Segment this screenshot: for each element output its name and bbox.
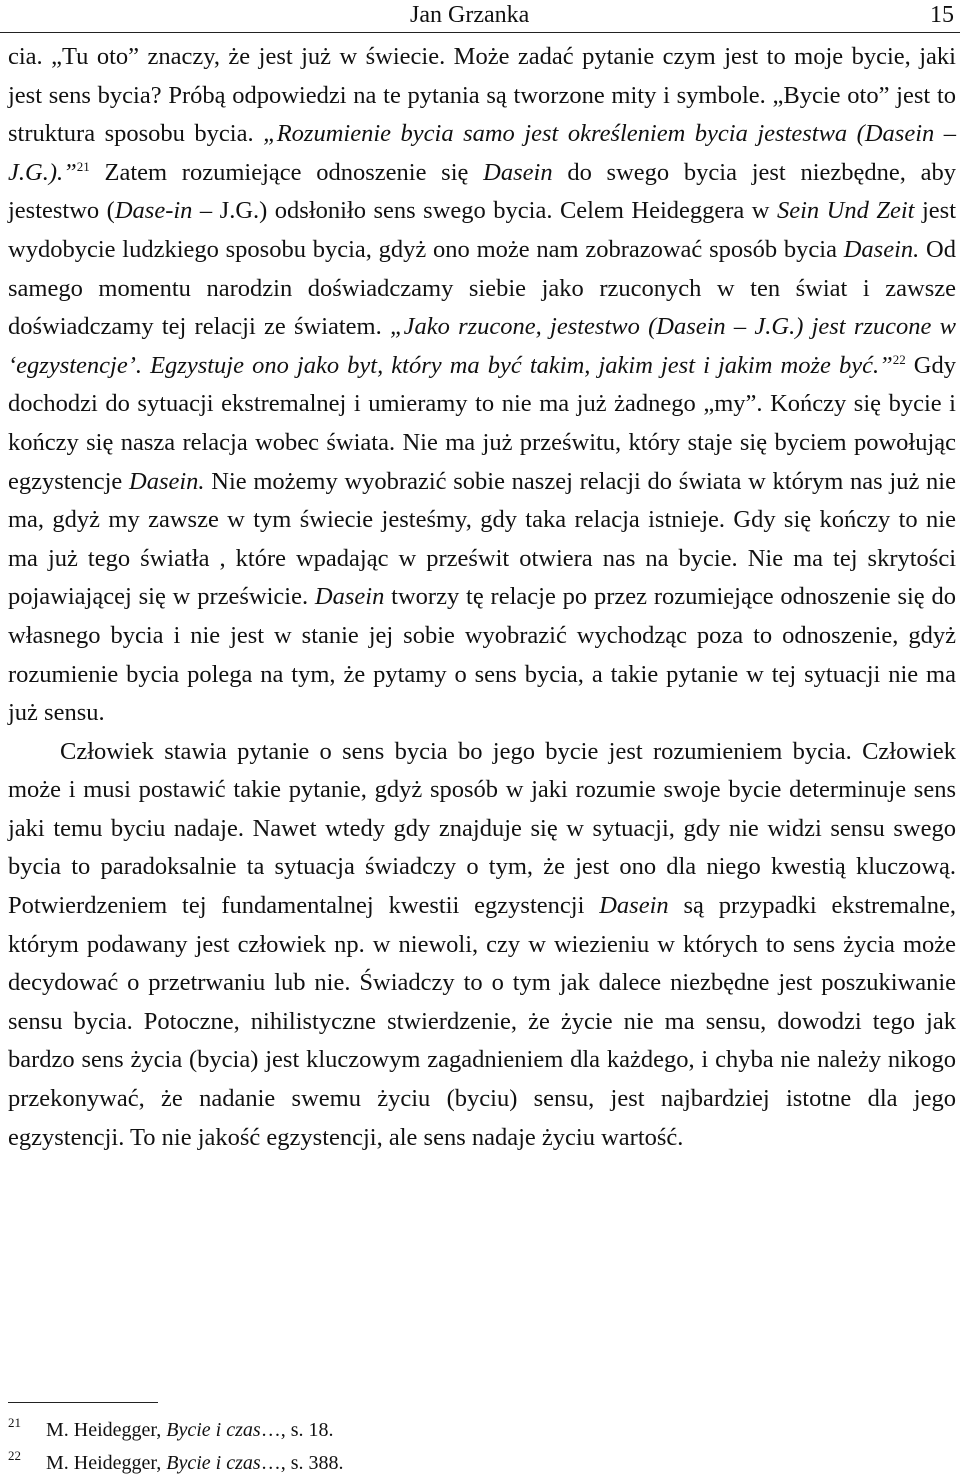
italic-span: „Rozumienie bycia samo jest określeniem bycia jestestwa (Dasein – J.G.).” [8,120,956,186]
italic-span: Dasein. [129,467,205,495]
footnote-number: 21 [8,1415,21,1430]
italic-span: Bycie i czas [166,1419,261,1441]
italic-span: Dasein [599,892,669,920]
text-span: Od samego momentu narodzin doświadczamy siebie jako rzuconych w ten świat i zawsze doświadczamy tej relacji ze światem. [8,235,956,341]
text-span: M. Heidegger, [46,1419,167,1441]
running-head-author: Jan Grzanka [410,2,530,28]
paragraph [8,38,956,733]
italic-span: Dasein [483,158,553,186]
text-span: …, s. 18. [260,1419,334,1441]
text-span: M. Heidegger, [46,1452,167,1474]
text-span: Gdy dochodzi do sytuacji ekstremalnej i umieramy to nie ma już żadnego „my”. Kończy się bycie i kończy się nasza relacja wobec świata. Nie ma już prześwitu, który staje się byciem powołując egzystencje [8,351,956,495]
footnote [8,1447,948,1480]
text-span: – J.G.) odsłoniło sens swego bycia. Celem Heideggera w [192,197,777,225]
text-span: cia. „Tu oto” znaczy, że jest już w świecie. Może zadać pytanie czym jest to moje bycie, jaki jest sens bycia? Próbą odpowiedzi na te pytania są tworzone mity i symbole. „Bycie oto” jest to struktura sposobu bycia. [8,43,956,148]
page-number: 15 [930,2,954,28]
footnotes [8,1414,948,1480]
footnote-separator [8,1402,158,1403]
text-span: Człowiek stawia pytanie o sens bycia bo jego bycie jest rozumieniem bycia. Człowiek może i musi postawić takie pytanie, gdyż sposób w jaki rozumie swoje bycie determinuje sens jaki temu byciu nadaje. Nawet wtedy gdy znajduje się w sytuacji, gdy nie widzi sensu swego bycia to paradoksalnie ta sytuacja świadczy o tym, że jest ono dla niego kwestią kluczową. Potwierdzeniem tej fundamentalnej kwestii egzystencji [8,737,956,920]
italic-span: Dase-in [114,197,193,225]
italic-span: Bycie i czas [166,1452,261,1474]
footnote-number: 22 [8,1448,21,1463]
text-span: Zatem rozumiejące odnoszenie się [89,158,484,186]
italic-span: Dasein [314,583,385,611]
running-header [0,0,960,33]
footnote-text [46,1414,333,1447]
text-span: Nie możemy wyobrazić sobie naszej relacji do świata w którym nas już nie ma, gdyż my zawsze w tym świecie jesteśmy, gdy taka relacja istnieje. Gdy się kończy to nie ma już tego światła , które wpadając w prześwit otwiera nas na bycie. Nie ma tej skrytości pojawiającej się w prześwicie. [8,467,956,611]
text-span: tworzy tę relacje po przez rozumiejące odnoszenie się do własnego bycia i nie jest w stanie jej sobie wyobrazić wychodząc poza to odnoszenie, gdyż rozumienie bycia polega na tym, że pytamy o sens bycia, a takie pytanie w tej sytuacji nie ma już sensu. [8,583,956,727]
body-text [8,38,956,1157]
footnote-ref: 22 [892,351,906,367]
text-span: jest wydobycie ludzkiego sposobu bycia, gdyż ono może nam zobrazować sposób bycia [8,197,957,263]
italic-span: Dasein. [843,235,920,263]
paragraph [8,733,956,1158]
text-span: do swego bycia jest niezbędne, aby jestestwo ( [8,158,957,225]
footnote [8,1414,948,1447]
footnote-text [46,1447,343,1480]
text-span: …, s. 388. [260,1452,344,1474]
italic-span: „Jako rzucone, jestestwo (Dasein – J.G.) jest rzucone w ‘egzystencje’. Egzystuje ono jako byt, który ma być takim, jakim jest i jakim może być.” [8,313,956,379]
footnote-ref: 21 [76,158,90,174]
italic-span: Sein Und Zeit [777,197,915,225]
text-span: są przypadki ekstremalne, którym podawany jest człowiek np. w niewoli, czy w wiezieniu w których to sens życia może decydować o przetrwaniu lub nie. Świadczy to o tym jak dalece niezbędne jest poszukiwanie sensu bycia. Potoczne, nihilistyczne stwierdzenie, że życie nie ma sensu, dowodzi tego jak bardzo sens życia (bycia) jest kluczowym zagadnieniem dla każdego, i chyba nie należy nikogo przekonywać, że nadanie swemu życiu (byciu) sensu, jest najbardziej istotne dla jego egzystencji. To nie jakość egzystencji, ale sens nadaje życiu wartość. [8,892,956,1151]
